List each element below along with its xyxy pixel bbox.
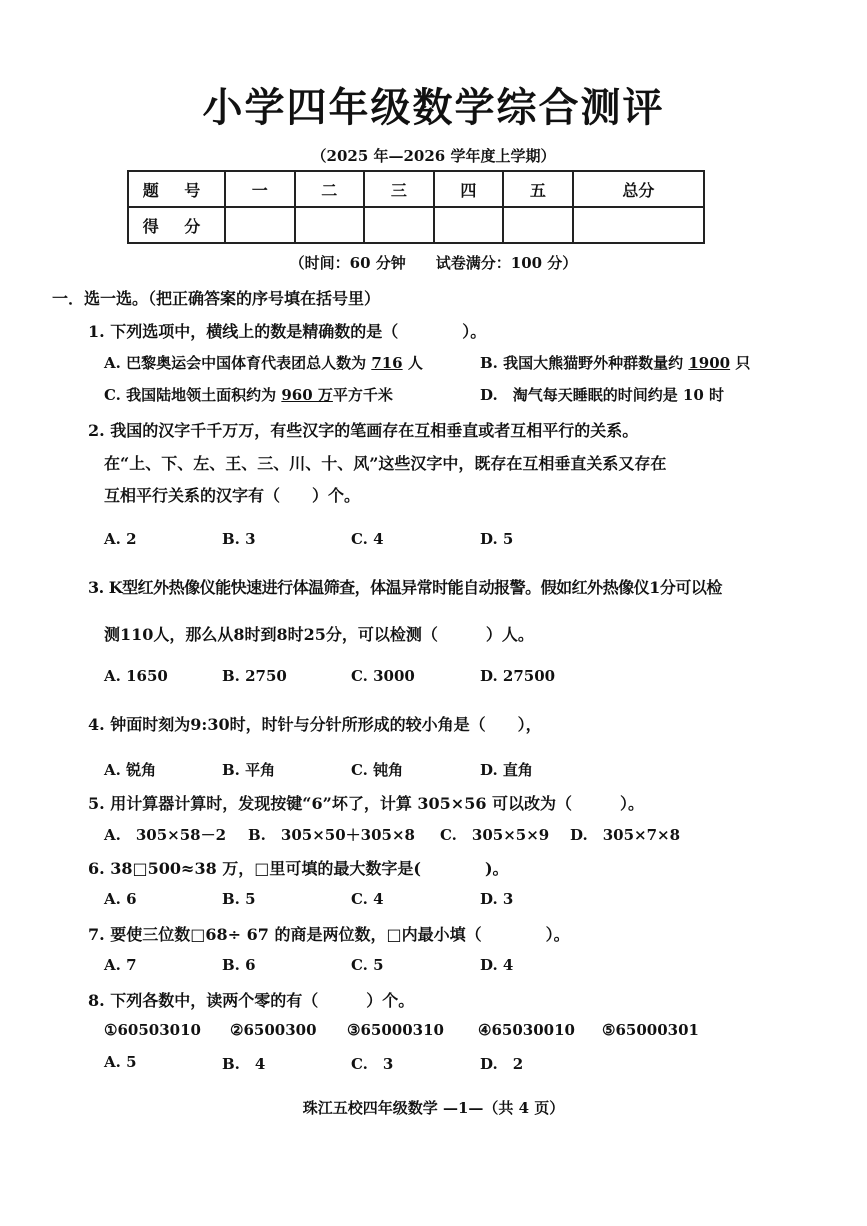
question-5-option-d: D. 305×7×8 xyxy=(570,826,681,844)
question-1-option-a xyxy=(104,352,423,373)
question-6-option-d: D. 3 xyxy=(480,890,514,908)
score-cell[interactable] xyxy=(503,207,573,243)
question-5-option-a: A. 305×58－2 xyxy=(104,826,227,844)
question-8-option-a: A. 5 xyxy=(104,1053,137,1071)
score-row-label: 得 分 xyxy=(128,207,225,243)
score-table xyxy=(127,170,705,244)
question-7-stem: 7. 要使三位数□68÷ 67 的商是两位数，□内最小填（ ）。 xyxy=(88,925,570,944)
question-1-stem: 1. 下列选项中，横线上的数是精确数的是（ ）。 xyxy=(88,322,487,341)
score-header-5: 五 xyxy=(503,171,573,207)
question-3-option-a: A. 1650 xyxy=(104,667,168,685)
question-2-option-c: C. 4 xyxy=(351,530,384,548)
exam-meta: （时间：60 分钟 试卷满分：100 分） xyxy=(289,254,578,272)
question-2-line-1: 2. 我国的汉字千千万万，有些汉字的笔画存在互相垂直或者互相平行的关系。 xyxy=(88,421,639,440)
question-3-line-2: 测110人，那么从8时到8时25分，可以检测（ ）人。 xyxy=(104,625,534,644)
question-2-line-3: 互相平行关系的汉字有（ ）个。 xyxy=(104,486,361,505)
option-b-suffix: 只 xyxy=(730,354,751,372)
question-1-option-d: D. 淘气每天睡眠的时间约是 10 时 xyxy=(480,386,725,404)
question-3-option-b: B. 2750 xyxy=(222,667,287,685)
score-cell[interactable] xyxy=(573,207,704,243)
question-8-option-b: B. 4 xyxy=(222,1055,266,1073)
question-5-option-b: B. 305×50＋305×8 xyxy=(248,826,415,844)
question-3-line-1: 3. K型红外热像仪能快速进行体温筛查，体温异常时能自动报警。假如红外热像仪1分可以检 xyxy=(88,578,722,597)
question-3-option-c: C. 3000 xyxy=(351,667,415,685)
question-5-option-c: C. 305×5×9 xyxy=(440,826,550,844)
question-6-option-a: A. 6 xyxy=(104,890,137,908)
option-a-underlined: 716 xyxy=(371,354,403,372)
question-7-option-c: C. 5 xyxy=(351,956,384,974)
question-2-option-d: D. 5 xyxy=(480,530,514,548)
question-1-option-b xyxy=(480,352,750,373)
score-header-label: 题 号 xyxy=(128,171,225,207)
question-7-option-b: B. 6 xyxy=(222,956,256,974)
option-b-prefix: B. 我国大熊猫野外种群数量约 xyxy=(480,354,689,372)
question-4-option-d: D. 直角 xyxy=(480,761,533,779)
question-6-option-b: B. 5 xyxy=(222,890,256,908)
score-header-total: 总分 xyxy=(573,171,704,207)
question-8-stem: 8. 下列各数中，读两个零的有（ ）个。 xyxy=(88,991,415,1010)
score-header-2: 二 xyxy=(295,171,365,207)
exam-title: 小学四年级数学综合测评 xyxy=(202,85,665,131)
score-header-3: 三 xyxy=(364,171,434,207)
question-8-number-1: ①60503010 xyxy=(104,1021,201,1039)
question-8-number-3: ③65000310 xyxy=(347,1021,444,1039)
question-7-option-a: A. 7 xyxy=(104,956,137,974)
score-cell[interactable] xyxy=(364,207,434,243)
question-2-option-b: B. 3 xyxy=(222,530,256,548)
question-4-option-b: B. 平角 xyxy=(222,761,276,779)
option-c-suffix: 平方千米 xyxy=(332,386,393,404)
question-8-option-c: C. 3 xyxy=(351,1055,394,1073)
score-cell[interactable] xyxy=(225,207,295,243)
page-footer: 珠江五校四年级数学 —1—（共 4 页） xyxy=(302,1099,565,1117)
score-cell[interactable] xyxy=(434,207,504,243)
question-4-option-a: A. 锐角 xyxy=(104,761,157,779)
option-a-prefix: A. 巴黎奥运会中国体育代表团总人数为 xyxy=(104,354,372,372)
score-table-score-row xyxy=(128,207,704,243)
score-header-1: 一 xyxy=(225,171,295,207)
option-b-underlined: 1900 xyxy=(688,354,731,372)
option-c-underlined: 960 万 xyxy=(281,386,333,404)
section-1-heading: 一．选一选。（把正确答案的序号填在括号里） xyxy=(52,289,381,308)
question-4-stem: 4. 钟面时刻为9:30时，时针与分针所形成的较小角是（ ）， xyxy=(88,715,542,734)
question-4-option-c: C. 钝角 xyxy=(351,761,404,779)
question-1-option-c xyxy=(104,384,393,405)
score-header-4: 四 xyxy=(434,171,504,207)
score-table-header-row xyxy=(128,171,704,207)
question-2-line-2: 在“上、下、左、王、三、川、十、风”这些汉字中，既存在互相垂直关系又存在 xyxy=(104,454,667,473)
question-8-number-4: ④65030010 xyxy=(478,1021,575,1039)
question-3-option-d: D. 27500 xyxy=(480,667,556,685)
question-8-option-d: D. 2 xyxy=(480,1055,524,1073)
option-c-prefix: C. 我国陆地领土面积约为 xyxy=(104,386,282,404)
question-6-stem: 6. 38□500≈38 万，□里可填的最大数字是( )。 xyxy=(88,859,509,878)
question-5-stem: 5. 用计算器计算时，发现按键“6”坏了，计算 305×56 可以改为（ ）。 xyxy=(88,794,645,813)
option-a-suffix: 人 xyxy=(402,354,423,372)
question-2-option-a: A. 2 xyxy=(104,530,137,548)
question-8-number-5: ⑤65000301 xyxy=(602,1021,699,1039)
score-cell[interactable] xyxy=(295,207,365,243)
question-6-option-c: C. 4 xyxy=(351,890,384,908)
question-8-number-2: ②6500300 xyxy=(230,1021,317,1039)
exam-subtitle: （2025 年—2026 学年度上学期） xyxy=(311,147,556,165)
question-7-option-d: D. 4 xyxy=(480,956,514,974)
